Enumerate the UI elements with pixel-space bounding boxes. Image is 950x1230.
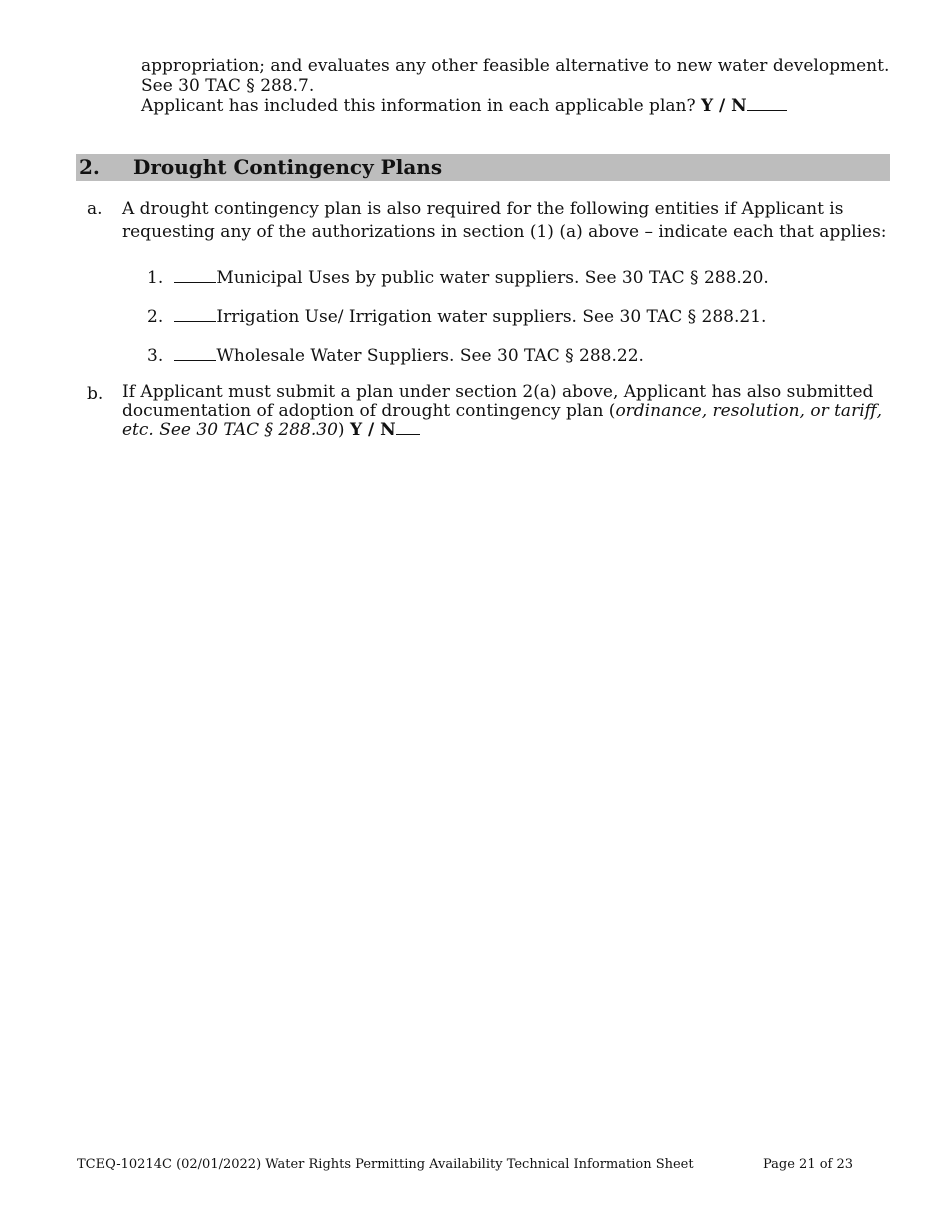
yes-no-option: Y / N xyxy=(349,420,396,440)
sub-item-municipal xyxy=(147,267,769,289)
list-item-a xyxy=(87,198,887,248)
sub-item-number: 1. xyxy=(147,268,164,288)
paragraph-line: See 30 TAC § 288.7. xyxy=(141,76,315,96)
sub-item-text: Irrigation Use/ Irrigation water suppliers. See 30 TAC § 288.21. xyxy=(216,307,767,327)
footer-form-title: TCEQ-10214C (02/01/2022) Water Rights Permitting Availability Technical Information Sheet xyxy=(77,1157,694,1172)
item-line: requesting any of the authorizations in section (1) (a) above – indicate each that applies: xyxy=(122,222,887,242)
sub-item-number: 3. xyxy=(147,346,164,366)
item-line: A drought contingency plan is also required for the following entities if Applicant is xyxy=(122,199,844,219)
sub-item-text: Wholesale Water Suppliers. See 30 TAC § 288.22. xyxy=(216,346,644,366)
answer-blank[interactable] xyxy=(396,433,420,435)
sub-item-irrigation xyxy=(147,306,766,328)
list-item-b xyxy=(87,382,883,453)
yes-no-option: Y / N xyxy=(700,96,747,116)
item-text xyxy=(122,382,883,440)
item-letter: a. xyxy=(87,199,103,219)
footer-page-number: Page 21 of 23 xyxy=(763,1157,854,1172)
continuation-paragraph xyxy=(141,56,890,116)
item-line xyxy=(122,401,883,421)
item-line-italic: ordinance, resolution, or tariff, xyxy=(615,401,883,421)
plan-inclusion-question xyxy=(141,96,871,116)
section-title: Drought Contingency Plans xyxy=(133,155,443,179)
sub-item-text: Municipal Uses by public water suppliers. See 30 TAC § 288.20. xyxy=(216,268,769,288)
sub-item-number: 2. xyxy=(147,307,164,327)
item-line: If Applicant must submit a plan under section 2(a) above, Applicant has also submitted xyxy=(122,382,874,402)
sub-item-wholesale xyxy=(147,345,644,367)
adoption-question xyxy=(122,421,862,440)
question-text: Applicant has included this information in each applicable plan? xyxy=(141,96,701,116)
answer-blank[interactable] xyxy=(747,109,787,111)
item-line-text: documentation of adoption of drought contingency plan ( xyxy=(122,401,616,421)
section-heading xyxy=(76,154,890,181)
section-number: 2. xyxy=(79,155,100,179)
paragraph-line: appropriation; and evaluates any other feasible alternative to new water development. xyxy=(141,56,890,76)
checkbox-blank[interactable] xyxy=(174,281,216,283)
item-line-italic: etc. See 30 TAC § 288.30 xyxy=(122,420,338,440)
closing-paren: ) xyxy=(337,420,350,440)
item-letter: b. xyxy=(87,384,104,404)
checkbox-blank[interactable] xyxy=(174,359,216,361)
checkbox-blank[interactable] xyxy=(174,320,216,322)
item-text xyxy=(122,198,887,244)
